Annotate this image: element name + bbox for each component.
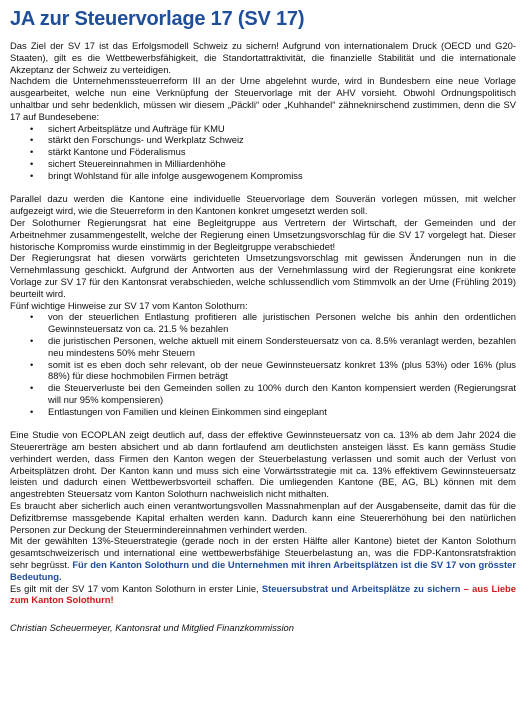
middle-paragraph-2: Der Solothurner Regierungsrat hat eine Begleitgruppe aus Vertretern der Wirtschaft, der Gemeinden und der Arbeitnehmer zusammengestellt, welche der Regierung einen Umsetzungsvorschlag für die SV 17 vorgelegt hat. Dieser historische Kompromiss wurde einstimmig in der Begleitgruppe verabschiedet! xyxy=(10,216,516,252)
page-title: JA zur Steuervorlage 17 (SV 17) xyxy=(10,8,305,30)
list-item: • sichert Arbeitsplätze und Aufträge für KMU xyxy=(48,123,516,135)
closing-paragraph-3 xyxy=(10,535,516,582)
middle-paragraph-1: Parallel dazu werden die Kantone eine individuelle Steuervorlage dem Souverän vorlegen müssen, mit welcher aufgezeigt wird, wie die Steuerreform in den Kantonen konkret umgesetzt werden soll. xyxy=(10,193,516,217)
spacer xyxy=(10,418,516,430)
list-item: • von der steuerlichen Entlastung profitieren alle juristischen Personen welche bis anhin den ordentlichen Gewinnsteuersatz von ca. 21.5 % bezahlen xyxy=(48,311,516,335)
intro-paragraph-1: Das Ziel der SV 17 ist das Erfolgsmodell Schweiz zu sichern! Aufgrund von internationalem Druck (OECD und G20-Staaten), gilt es die Wettbewerbsfähigkeit, die Standortattraktivität, die finanzielle Stabilität und die internationale Akzeptanz der Schweiz zu verteidigen. xyxy=(10,40,516,75)
list-item: • stärkt Kantone und Föderalismus xyxy=(48,146,516,158)
closing-paragraph-1: Eine Studie von ECOPLAN zeigt deutlich auf, dass der effektive Gewinnsteuersatz von ca. 13% ab dem Jahr 2024 die Steuererträge am besten absichert und ab dann fortlaufend am deutlichsten ansteigen lässt. Es kann gemäss Studie verhindert werden, dass Firmen den Kanton wegen der Steuerbelastung verlassen und somit auch der Verlust von Arbeitsplätzen droht. Der Kanton kann und muss sich eine Vorwärtsstrategie mit ca. 13% effektivem Gewinnsteuersatz leisten und dadurch einen Wettbewerbsvorteil schaffen. Die umliegenden Kantone (BE, AG, BL) können mit dem angestrebten Steuersatz vom Kanton Solothurn nachweislich nicht mithalten. xyxy=(10,429,516,500)
closing-paragraph-4 xyxy=(10,583,516,607)
list-item: • sichert Steuereinnahmen in Milliardenhöhe xyxy=(48,158,516,170)
closing-text: Es gilt mit der SV 17 vom Kanton Solothurn in erster Linie, xyxy=(10,582,262,594)
emphasis-blue: Steuersubstrat und Arbeitsplätze zu sichern xyxy=(261,582,461,594)
closing-paragraph-2: Es braucht aber sicherlich auch einen verantwortungsvollen Massnahmenplan auf der Ausgabenseite, damit das für die Defizitbremse massgebende Kapital erhalten werden kann. Dadurch kann eine Steuererhöhung bei den natürlichen Personen zur Deckung der Steuermindereinnahmen verhindert werden. xyxy=(10,500,516,535)
list-item: • somit ist es eben doch sehr relevant, ob der neue Gewinnsteuersatz konkret 13% (plus 53%) oder 16% (plus 88%) für diese hochmobilen Firmen beträgt xyxy=(48,359,516,383)
list-item: • die juristischen Personen, welche aktuell mit einem Sondersteuersatz von ca. 8.5% veranlagt werden, bezahlen neu mindestens 50% mehr Steuern xyxy=(48,335,516,359)
emphasis-red: – aus Liebe zum Kanton Solothurn! xyxy=(10,582,516,606)
list-item: • Entlastungen von Familien und kleinen Einkommen sind eingeplant xyxy=(48,406,516,418)
hints-list xyxy=(10,311,516,417)
signature: Christian Scheuermeyer, Kantonsrat und Mitglied Finanzkommission xyxy=(10,622,294,634)
emphasis-blue: Für den Kanton Solothurn und die Unternehmen mit ihren Arbeitsplätzen ist die SV 17 von grösster Bedeutung. xyxy=(10,559,516,582)
list-item: • die Steuerverluste bei den Gemeinden sollen zu 100% durch den Kanton kompensiert werden (Regierungsrat will nur 95% kompensieren) xyxy=(48,382,516,406)
middle-paragraph-4: Fünf wichtige Hinweise zur SV 17 vom Kanton Solothurn: xyxy=(10,299,248,311)
intro-paragraph-2: Nachdem die Unternehmenssteuerreform III an der Urne abgelehnt wurde, wird in Bundesbern eine neue Vorlage ausgearbeitet, welche nun eine Verknüpfung der Steuervorlage mit der AHV vorsieht. Obwohl Ordnungspolitisch unhaltbar und sehr bedenklich, müssen wir diesem „Päckli“ oder „Kuhhandel“ zähneknirschend zustimmen, denn die SV 17 auf Bundesebene: xyxy=(10,75,516,122)
middle-paragraph-3: Der Regierungsrat hat diesen vorwärts gerichteten Umsetzungsvorschlag mit gewissen Änderungen nun in die Vernehmlassung geschickt. Aufgrund der Antworten aus der Vernehmlassung wird der Regierungsrat eine konkrete Vorlage zur SV 17 für den Kantonsrat verabschieden, welche schlussendlich vom Stimmvolk an der Urne (Frühling 2019) beurteilt wird. xyxy=(10,252,516,299)
list-item: • bringt Wohlstand für alle infolge ausgewogenem Kompromiss xyxy=(48,170,516,182)
list-item: • stärkt den Forschungs- und Werkplatz Schweiz xyxy=(48,134,516,146)
benefits-list xyxy=(10,123,516,182)
closing-text: Mit der gewählten 13%-Steuerstrategie (gerade noch in der ersten Hälfte aller Kantone) bietet der Kanton Solothurn gesamtschweizerisch und international eine wettbewerbsfähige Steuerbelastung an, was die FDP-Kantonsratsfraktion sehr begrüsst. xyxy=(10,535,516,571)
spacer xyxy=(10,182,516,194)
